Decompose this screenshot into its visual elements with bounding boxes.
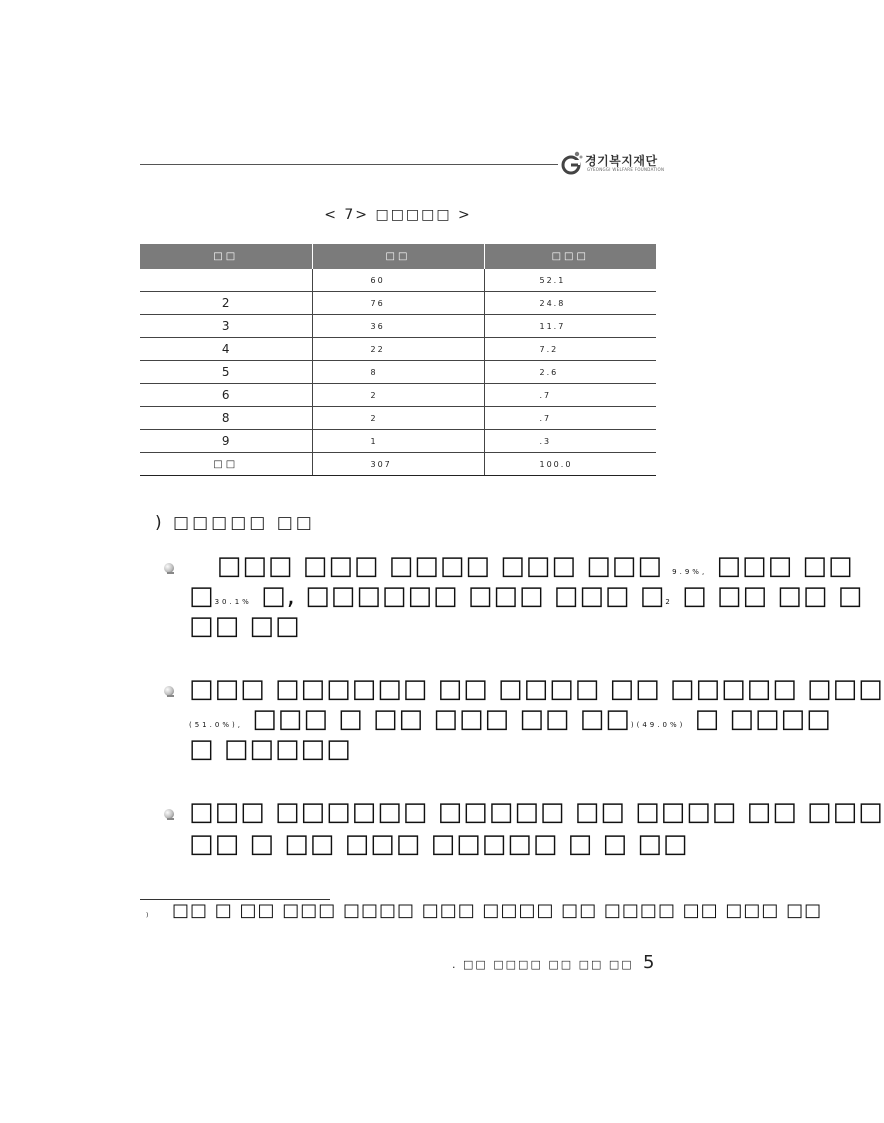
row-count: 22 [312, 338, 484, 361]
bullet-1-line-3 [189, 611, 301, 641]
text-run: □□□ □□□□□□ □□□□□ □□ □□□□ □□ □□□ [189, 797, 884, 827]
foundation-logo [561, 150, 665, 178]
text-run-small: (51.0%), [189, 721, 243, 729]
table-row [140, 315, 656, 338]
row-label: 9 [140, 430, 312, 453]
row-count: 2 [312, 407, 484, 430]
text-run-small: 9.9%, [672, 568, 708, 576]
row-percent: 11.7 [484, 315, 656, 338]
text-run: □ □□□□□ [189, 734, 352, 764]
header-rule [140, 164, 558, 165]
bullet-2-line-3 [189, 734, 352, 764]
logo-title: 경기복지재단 [585, 154, 658, 168]
row-label: 3 [140, 315, 312, 338]
table-caption: < 7> □□□□□ > [324, 207, 472, 223]
bullet-icon [164, 809, 174, 819]
section-heading: ) □□□□□ □□ [155, 513, 315, 533]
row-percent: .3 [484, 430, 656, 453]
footnote-mark: ) [146, 912, 149, 919]
column-header: □□□ [484, 244, 656, 269]
row-count: 8 [312, 361, 484, 384]
row-count: 307 [312, 453, 484, 476]
column-header: □□ [140, 244, 312, 269]
row-label [140, 269, 312, 292]
text-run-small: 30.1% [214, 598, 252, 606]
bullet-icon [164, 563, 174, 573]
row-percent: .7 [484, 407, 656, 430]
row-label: 8 [140, 407, 312, 430]
text-run: □ □□ □□ □ [672, 581, 864, 611]
table-total-row [140, 453, 656, 476]
table-row [140, 407, 656, 430]
text-run: □□□ □□□ □□□□ □□□ □□□ [189, 551, 673, 581]
table-header-row [140, 244, 656, 269]
row-percent: 100.0 [484, 453, 656, 476]
table-row [140, 292, 656, 315]
text-run: □□ □□ [189, 611, 301, 641]
table-row [140, 269, 656, 292]
row-percent: 52.1 [484, 269, 656, 292]
row-percent: 2.6 [484, 361, 656, 384]
footnote-text: □□ □ □□ □□□ □□□□ □□□ □□□□ □□ □□□□ □□ □□□ □□ [172, 900, 823, 921]
text-run-small: )(49.0%) [630, 721, 686, 729]
text-run: □, □□□□□□ □□□ □□□ □ [251, 581, 666, 611]
table-row [140, 361, 656, 384]
bullet-2-line-1 [189, 674, 884, 704]
row-count: 2 [312, 384, 484, 407]
row-label: 2 [140, 292, 312, 315]
bullet-3-line-1 [189, 797, 884, 827]
logo-subtitle: GYEONGGI WELFARE FOUNDATION [587, 167, 665, 172]
logo-mark-icon [561, 150, 583, 176]
text-run: □ [189, 581, 215, 611]
row-count: 60 [312, 269, 484, 292]
text-run: □□ □ □□ □□□ □□□□□ □ □ □□ [189, 829, 689, 859]
text-run: □□□ □ □□ □□□ □□ □□ [242, 704, 631, 734]
row-label: 6 [140, 384, 312, 407]
row-label: □□ [140, 453, 312, 476]
row-percent: 7.2 [484, 338, 656, 361]
text-run: □ □□□□ [685, 704, 832, 734]
row-count: 36 [312, 315, 484, 338]
row-percent: 24.8 [484, 292, 656, 315]
running-footer-title: . □□ □□□□ □□ □□ □□ [452, 958, 634, 971]
row-percent: .7 [484, 384, 656, 407]
row-label: 5 [140, 361, 312, 384]
text-run-small: 2 [665, 598, 673, 606]
bullet-3-line-2 [189, 829, 688, 859]
data-table [140, 244, 656, 476]
text-run: □□□ □□ [707, 551, 854, 581]
text-run: □□□ □□□□□□ □□ □□□□ □□ □□□□□ □□□ [189, 674, 884, 704]
table-row [140, 384, 656, 407]
column-header: □□ [312, 244, 484, 269]
row-count: 76 [312, 292, 484, 315]
table-row [140, 430, 656, 453]
row-label: 4 [140, 338, 312, 361]
row-count: 1 [312, 430, 484, 453]
bullet-icon [164, 686, 174, 696]
table-row [140, 338, 656, 361]
page-number: 5 [643, 952, 655, 973]
